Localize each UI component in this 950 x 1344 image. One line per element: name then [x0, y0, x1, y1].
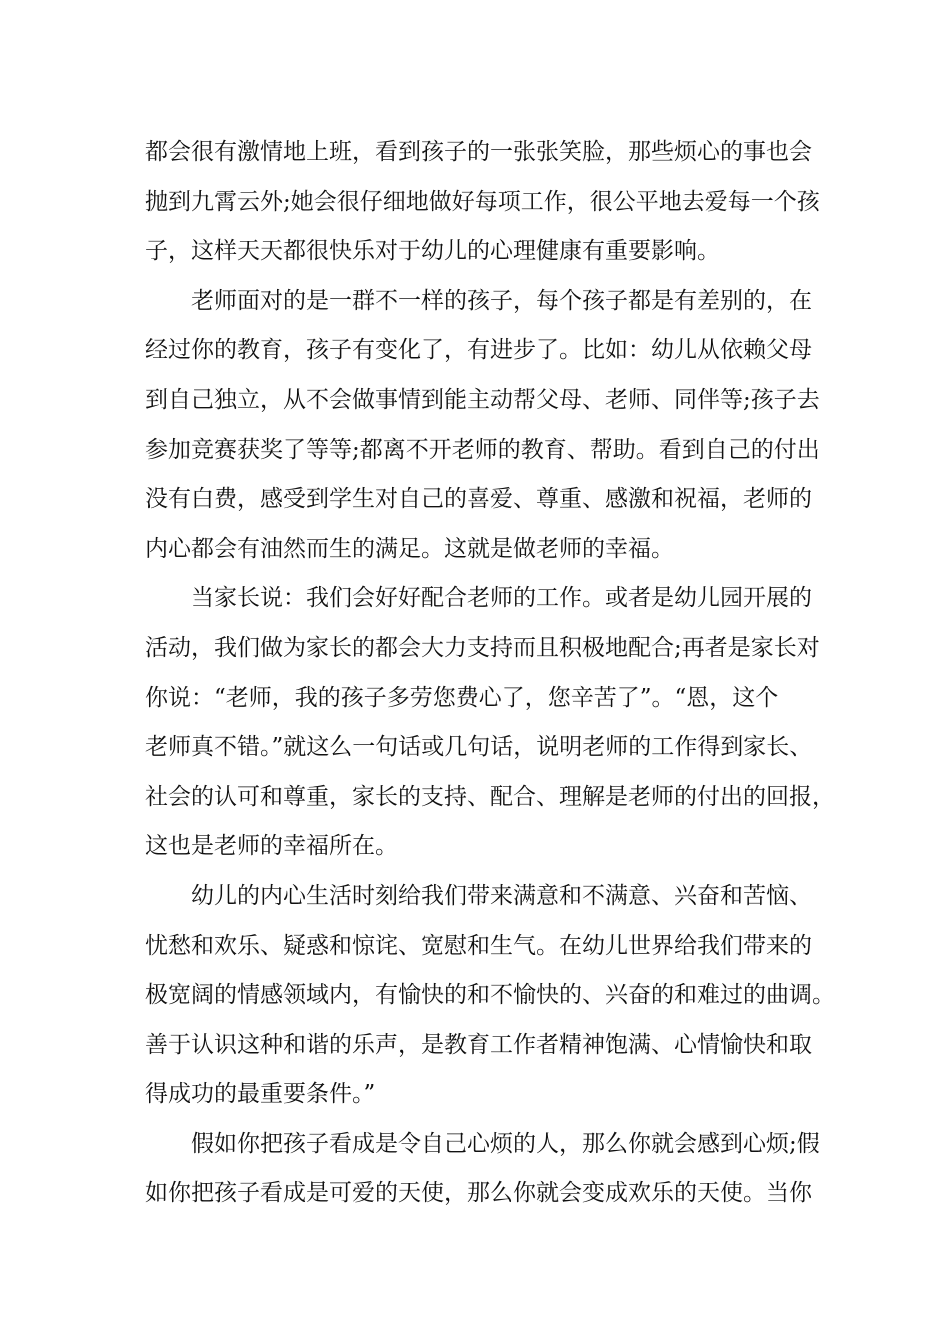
text-line: 抛到九霄云外;她会很仔细地做好每项工作，很公平地去爱每一个孩: [145, 188, 820, 215]
text-line: 子，这样天天都很快乐对于幼儿的心理健康有重要影响。: [145, 238, 720, 265]
text-line: 幼儿的内心生活时刻给我们带来满意和不满意、兴奋和苦恼、: [191, 882, 812, 909]
text-line: 假如你把孩子看成是令自己心烦的人，那么你就会感到心烦;假: [191, 1130, 820, 1157]
text-line: 没有白费，感受到学生对自己的喜爱、尊重、感激和祝福，老师的: [145, 486, 812, 513]
text-line: 都会很有激情地上班，看到孩子的一张张笑脸，那些烦心的事也会: [145, 139, 812, 165]
text-line: 内心都会有油然而生的满足。这就是做老师的幸福。: [145, 535, 674, 562]
paragraph: [145, 1120, 825, 1219]
text-line: 经过你的教育，孩子有变化了，有进步了。比如：幼儿从依赖父母: [145, 337, 812, 364]
text-line: 如你把孩子看成是可爱的天使，那么你就会变成欢乐的天使。当你: [145, 1180, 812, 1207]
text-line: 参加竞赛获奖了等等;都离不开老师的教育、帮助。看到自己的付出: [145, 436, 820, 463]
text-line: 忧愁和欢乐、疑惑和惊诧、宽慰和生气。在幼儿世界给我们带来的: [145, 932, 812, 959]
text-line: 老师真不错。”就这么一句话或几句话，说明老师的工作得到家长、: [145, 734, 813, 761]
text-line: 这也是老师的幸福所在。: [145, 833, 398, 860]
paragraph: [145, 872, 835, 1120]
text-line: 善于认识这种和谐的乐声，是教育工作者精神饱满、心情愉快和取: [145, 1031, 812, 1058]
text-line: 到自己独立，从不会做事情到能主动帮父母、老师、同伴等;孩子去: [145, 386, 820, 413]
text-line: 你说：“老师，我的孩子多劳您费心了，您辛苦了”。“恩，这个: [145, 684, 779, 711]
text-line: 极宽阔的情感领域内，有愉快的和不愉快的、兴奋的和难过的曲调。: [145, 982, 835, 1009]
paragraph: [145, 277, 825, 575]
text-line: 当家长说：我们会好好配合老师的工作。或者是幼儿园开展的: [191, 585, 812, 612]
text-line: 得成功的最重要条件。”: [145, 1081, 376, 1108]
document-body: [145, 128, 835, 1219]
text-line: 老师面对的是一群不一样的孩子，每个孩子都是有差别的，在: [191, 287, 812, 314]
text-line: 社会的认可和尊重，家长的支持、配合、理解是老师的付出的回报，: [145, 783, 835, 810]
paragraph: [145, 128, 825, 277]
paragraph: [145, 574, 835, 872]
text-line: 活动，我们做为家长的都会大力支持而且积极地配合;再者是家长对: [145, 634, 820, 661]
